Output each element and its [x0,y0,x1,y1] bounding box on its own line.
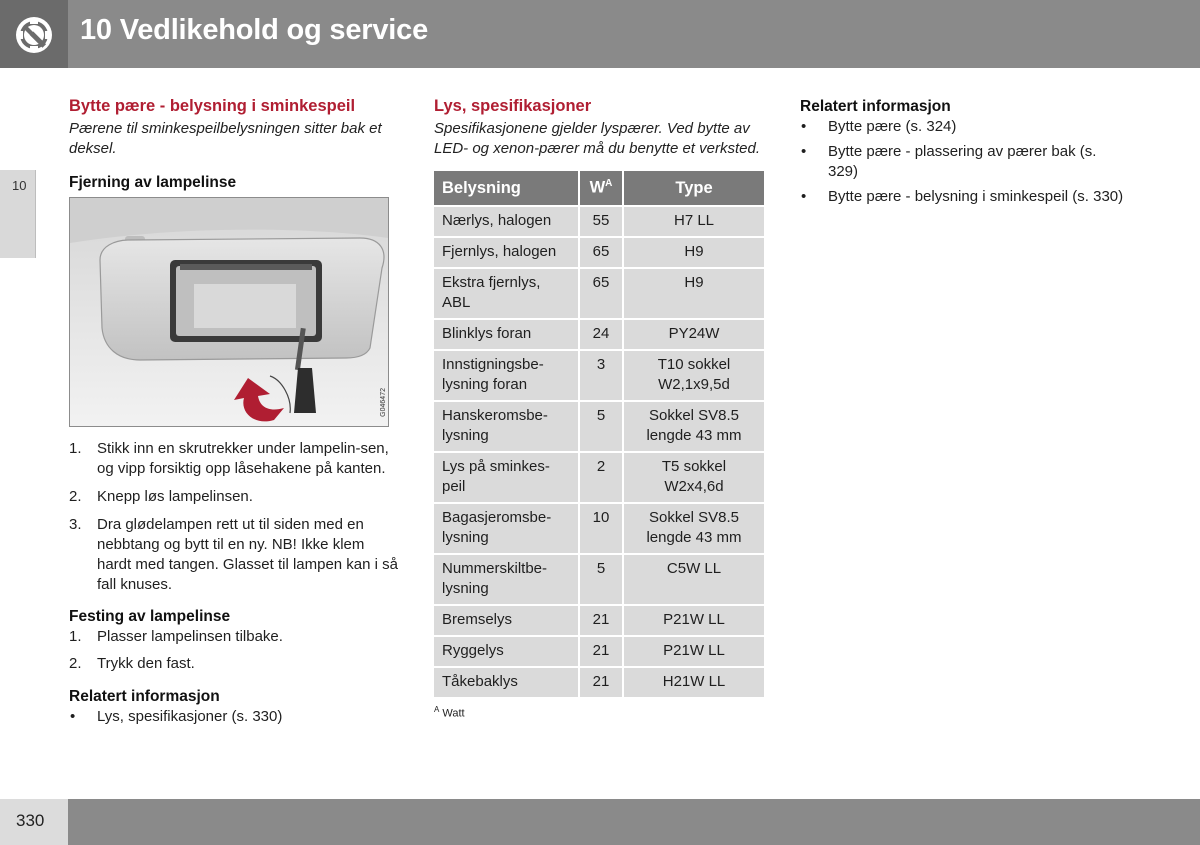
related-heading: Relatert informasjon [69,688,220,705]
table-footnote: $^A$ Watt [434,705,465,720]
table-body [434,207,764,697]
list-item: 2. Trykk den fast. [69,655,195,672]
list-item: 1. Stikk inn en skrutrekker under lampelin-sen, og vipp forsiktig opp låsehakene på kanten. [69,440,389,477]
table-row: Bremselys 21 P21W LL [434,606,764,635]
table-row: Innstigningsbe-lysning foran 3 T10 sokkel W2,1x9,5d [434,351,764,400]
related-link[interactable]: • Bytte pære - plassering av pærer bak (s. 329) [801,143,1097,180]
chapter-tab-number: 10 [12,178,27,193]
wrench-gear-icon [13,14,55,56]
table-row: Bagasjeromsbe-lysning 10 Sokkel SV8.5 lengde 43 mm [434,504,764,553]
sun-visor-drawing [70,198,388,426]
figure-code: G046472 [380,388,387,417]
column-light-specs [434,95,766,720]
chapter-title: 10 Vedlikehold og service [80,14,428,46]
section-title-light-specs: Lys, spesifikasjoner [434,97,592,115]
table-row: Fjernlys, halogen 65 H9 [434,238,764,267]
list-item: 1. Plasser lampelinsen tilbake. [69,628,283,645]
list-item: 2. Knepp løs lampelinsen. [69,488,253,505]
chapter-tab [0,170,36,258]
related-link[interactable]: • Lys, spesifikasjoner (s. 330) [70,708,283,725]
table-row: Ryggelys 21 P21W LL [434,637,764,666]
removal-heading: Fjerning av lampelinse [69,174,237,191]
header-icon-box [0,0,68,68]
sun-visor-illustration [69,197,389,427]
footer-bar [68,799,1200,845]
related-link[interactable]: • Bytte pære - belysning i sminkespeil (s. 330) [801,188,1124,205]
column-header-watt: $W^A$ [580,171,622,205]
bulb-spec-table [432,169,766,699]
table-row: Tåkebaklys 21 H21W LL [434,668,764,697]
table-row: Hanskeromsbe-lysning 5 Sokkel SV8.5 lengde 43 mm [434,402,764,451]
removal-steps [69,439,399,595]
section-intro: Spesifikasjonene gjelder lyspærer. Ved bytte av LED- og xenon-pærer må du benytte et verksted. [434,120,761,157]
section-intro: Pærene til sminkespeilbelysningen sitter bak et deksel. [69,120,382,157]
table-row: Ekstra fjernlys, ABL 65 H9 [434,269,764,318]
page-number-box [0,799,68,845]
table-row: Nærlys, halogen 55 H7 LL [434,207,764,236]
related-list [69,707,399,727]
column-header-belysning: Belysning [434,171,578,205]
table-row: Nummerskiltbe-lysning 5 C5W LL [434,555,764,604]
page-number: 330 [16,811,45,830]
column-related [800,97,1130,207]
table-row: Lys på sminkes-peil 2 T5 sokkel W2x4,6d [434,453,764,502]
related-link[interactable]: • Bytte pære (s. 324) [801,118,957,135]
section-title-makeup-mirror: Bytte pære - belysning i sminkespeil [69,97,356,115]
mount-heading: Festing av lampelinse [69,608,231,625]
table-header-row [434,171,764,205]
column-makeup-mirror [69,95,399,727]
table-row: Blinklys foran 24 PY24W [434,320,764,349]
mount-steps [69,627,399,674]
column-header-type: Type [624,171,764,205]
list-item: 3. Dra glødelampen rett ut til siden med en nebbtang og bytt til en ny. NB! Ikke klem hardt med tangen. Glasset til lampen kan i så fall knuses. [69,516,398,593]
related-heading: Relatert informasjon [800,98,951,115]
related-list [800,117,1130,207]
